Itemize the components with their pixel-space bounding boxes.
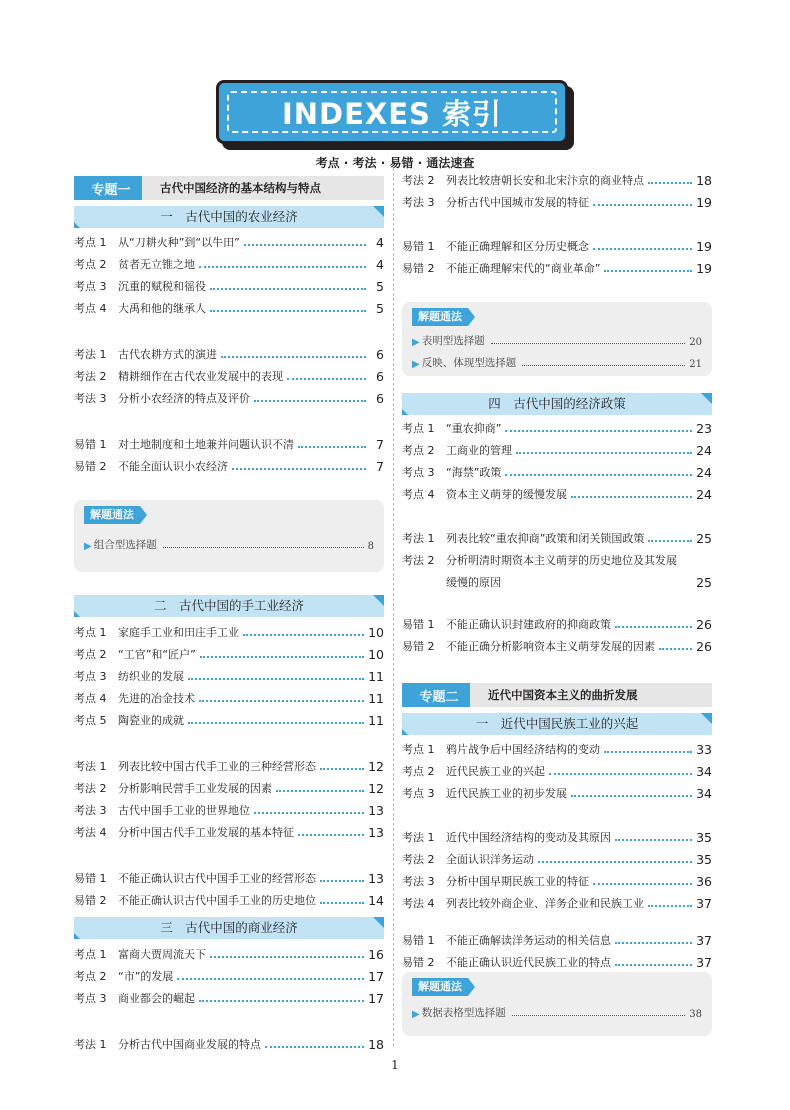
- entry-tag: 考点 4: [74, 692, 107, 705]
- method-item-page: 20: [689, 337, 702, 348]
- dot-leader: [199, 700, 364, 702]
- dot-leader: [199, 266, 366, 268]
- entry-page: 33: [696, 742, 712, 757]
- dot-leader: [320, 880, 364, 882]
- method-box-title: 解题通法: [84, 506, 140, 524]
- section-title: 一 近代中国民族工业的兴起: [402, 713, 712, 735]
- dot-leader: [505, 430, 692, 432]
- entry-tag: 考点 1: [402, 743, 435, 756]
- entry-page: 35: [696, 830, 712, 845]
- triangle-right-icon: ▶: [412, 359, 420, 370]
- column-divider: [393, 168, 394, 1046]
- entry-title: 列表比较唐朝长安和北宋汴京的商业特点: [446, 174, 644, 187]
- entry-page: 24: [696, 465, 712, 480]
- index-entry[interactable]: [74, 642, 384, 662]
- entry-tag: 考法 1: [402, 532, 435, 545]
- method-item-title: 表明型选择题: [421, 335, 485, 347]
- title-banner: [216, 80, 568, 144]
- dot-leader: [265, 1046, 364, 1048]
- entry-title: 不能正确认识古代中国手工业的历史地位: [118, 894, 316, 907]
- entry-page: 24: [696, 487, 712, 502]
- triangle-right-icon: ▶: [84, 541, 92, 552]
- entry-title: 列表比较中国古代手工业的三种经营形态: [118, 760, 316, 773]
- section-title: 四 古代中国的经济政策: [402, 393, 712, 415]
- method-box-title: 解题通法: [412, 308, 468, 326]
- dot-leader: [210, 956, 364, 958]
- dot-leader: [648, 182, 692, 184]
- triangle-right-icon: ▶: [412, 337, 420, 348]
- section-corner-decoration: [701, 713, 712, 724]
- entry-title: “工官”和“匠户”: [118, 648, 196, 661]
- entry-page: 36: [696, 874, 712, 889]
- entry-tag: 考法 2: [402, 554, 435, 567]
- index-entry[interactable]: [74, 342, 384, 362]
- entry-tag: 易错 1: [74, 438, 107, 451]
- entry-title: 大禹和他的继承人: [118, 302, 206, 315]
- entry-tag: 考法 1: [74, 1038, 107, 1051]
- index-entry[interactable]: [402, 950, 712, 970]
- index-entry[interactable]: [402, 168, 712, 188]
- entry-tag: 考法 3: [74, 392, 107, 405]
- chapter-tag: 专题一: [74, 176, 148, 200]
- entry-title: 不能正确分析影响资本主义萌芽发展的因素: [446, 640, 655, 653]
- index-entry[interactable]: [402, 869, 712, 889]
- entry-tag: 考法 2: [402, 853, 435, 866]
- entry-title: “市”的发展: [118, 970, 174, 983]
- entry-page: 34: [696, 786, 712, 801]
- dot-leader: [538, 861, 692, 863]
- entry-page: 13: [368, 825, 384, 840]
- dot-leader: [188, 722, 364, 724]
- entry-page: 16: [368, 947, 384, 962]
- index-entry[interactable]: [74, 942, 384, 962]
- banner-dashed-frame: [227, 91, 557, 133]
- entry-tag: 考点 3: [74, 670, 107, 683]
- chapter-2-header[interactable]: [402, 683, 712, 707]
- dot-leader: [254, 400, 366, 402]
- entry-page: 26: [696, 617, 712, 632]
- index-entry[interactable]: [74, 686, 384, 706]
- index-entry[interactable]: [402, 548, 712, 590]
- entry-page: 19: [696, 261, 712, 276]
- index-entry[interactable]: [74, 964, 384, 984]
- method-item[interactable]: [412, 330, 702, 348]
- entry-title: 分析古代中国城市发展的特征: [446, 196, 589, 209]
- index-entry[interactable]: [74, 798, 384, 818]
- method-box: [74, 500, 384, 572]
- dot-leader: [232, 468, 366, 470]
- section-corner-decoration: [701, 393, 712, 404]
- entry-tag: 考点 4: [74, 302, 107, 315]
- method-item-title: 反映、体现型选择题: [421, 357, 517, 369]
- entry-page: 37: [696, 896, 712, 911]
- dot-leader: [522, 365, 685, 366]
- entry-tag: 易错 2: [402, 262, 435, 275]
- method-box: [402, 302, 712, 376]
- section-corner-decoration: [402, 729, 408, 735]
- dot-leader: [615, 626, 692, 628]
- index-entry[interactable]: [402, 825, 712, 845]
- chapter-tag: 专题二: [402, 683, 476, 707]
- dot-leader: [320, 902, 364, 904]
- entry-title: 分析古代中国商业发展的特点: [118, 1038, 261, 1051]
- entry-title: 不能全面认识小农经济: [118, 460, 228, 473]
- index-entry[interactable]: [402, 438, 712, 458]
- index-entry[interactable]: [402, 234, 712, 254]
- entry-tag: 考点 3: [74, 280, 107, 293]
- entry-tag: 易错 2: [74, 460, 107, 473]
- entry-page: 12: [368, 759, 384, 774]
- index-entry[interactable]: [74, 986, 384, 1006]
- entry-tag: 考点 2: [402, 444, 435, 457]
- entry-title: 从“刀耕火种”到“以牛田”: [118, 236, 240, 249]
- section-title: 二 古代中国的手工业经济: [74, 595, 384, 617]
- entry-title: 古代农耕方式的演进: [118, 348, 217, 361]
- entry-tag: 考点 1: [74, 948, 107, 961]
- entry-page: 11: [368, 691, 384, 706]
- entry-page: 5: [376, 279, 384, 294]
- entry-tag: 易错 2: [402, 956, 435, 969]
- entry-title-continued: 缓慢的原因: [446, 576, 501, 589]
- index-entry[interactable]: [74, 296, 384, 316]
- entry-page: 11: [368, 713, 384, 728]
- section-header[interactable]: [74, 206, 384, 228]
- section-corner-decoration: [373, 917, 384, 928]
- section-corner-decoration: [74, 933, 80, 939]
- dot-leader: [615, 839, 692, 841]
- dot-leader: [604, 270, 692, 272]
- dot-leader: [549, 773, 692, 775]
- dot-leader: [177, 978, 364, 980]
- entry-page: 4: [376, 257, 384, 272]
- subtitle: 考点 · 考法 · 易错 · 通法速查: [315, 156, 475, 170]
- dot-leader: [163, 547, 364, 548]
- index-entry[interactable]: [74, 432, 384, 452]
- entry-page: 4: [376, 235, 384, 250]
- entry-title: 分析影响民营手工业发展的因素: [118, 782, 272, 795]
- entry-tag: 易错 1: [74, 872, 107, 885]
- method-box: [402, 972, 712, 1036]
- index-entry[interactable]: [402, 416, 712, 436]
- dot-leader: [221, 356, 366, 358]
- index-entry[interactable]: [74, 230, 384, 250]
- dot-leader: [615, 964, 692, 966]
- entry-title: 鸦片战争后中国经济结构的变动: [446, 743, 600, 756]
- index-entry[interactable]: [402, 526, 712, 546]
- section-title: 三 古代中国的商业经济: [74, 917, 384, 939]
- index-entry[interactable]: [74, 454, 384, 474]
- section-corner-decoration: [74, 611, 80, 617]
- dot-leader: [320, 768, 364, 770]
- entry-title: “重农抑商”: [446, 422, 502, 435]
- index-entry[interactable]: [74, 1032, 384, 1052]
- entry-title: 近代中国经济结构的变动及其原因: [446, 831, 611, 844]
- dot-leader: [512, 1015, 686, 1016]
- entry-page: 14: [368, 893, 384, 908]
- index-entry[interactable]: [74, 364, 384, 384]
- index-entry[interactable]: [74, 888, 384, 908]
- entry-page: 6: [376, 391, 384, 406]
- entry-page: 25: [696, 531, 712, 546]
- index-entry[interactable]: [402, 190, 712, 210]
- entry-tag: 考点 2: [402, 765, 435, 778]
- index-entry[interactable]: [74, 620, 384, 640]
- entry-title: 全面认识洋务运动: [446, 853, 534, 866]
- entry-title: 精耕细作在古代农业发展中的表现: [118, 370, 283, 383]
- entry-title: 商业都会的崛起: [118, 992, 195, 1005]
- dot-leader: [505, 474, 692, 476]
- entry-page: 34: [696, 764, 712, 779]
- section-corner-decoration: [373, 206, 384, 217]
- entry-tag: 考法 2: [402, 174, 435, 187]
- index-entry[interactable]: [402, 781, 712, 801]
- index-entry[interactable]: [402, 612, 712, 632]
- entry-tag: 易错 1: [402, 934, 435, 947]
- entry-title: 分析中国早期民族工业的特征: [446, 875, 589, 888]
- section-corner-decoration: [402, 409, 408, 415]
- dot-leader: [298, 834, 364, 836]
- dot-leader: [604, 751, 692, 753]
- entry-tag: 考点 1: [74, 236, 107, 249]
- entry-page: 35: [696, 852, 712, 867]
- entry-tag: 易错 2: [74, 894, 107, 907]
- entry-page: 17: [368, 991, 384, 1006]
- index-entry[interactable]: [402, 634, 712, 654]
- dot-leader: [648, 540, 692, 542]
- entry-title: 列表比较外商企业、洋务企业和民族工业: [446, 897, 644, 910]
- entry-tag: 考点 3: [74, 992, 107, 1005]
- entry-page: 5: [376, 301, 384, 316]
- dot-leader: [243, 634, 364, 636]
- entry-title: 不能正确解读洋务运动的相关信息: [446, 934, 611, 947]
- entry-page: 37: [696, 933, 712, 948]
- index-entry[interactable]: [74, 252, 384, 272]
- entry-title: 分析明清时期资本主义萌芽的历史地位及其发展: [446, 554, 677, 567]
- entry-page: 7: [376, 459, 384, 474]
- index-entry[interactable]: [74, 866, 384, 886]
- entry-title: 不能正确理解宋代的“商业革命”: [446, 262, 601, 275]
- index-entry[interactable]: [402, 256, 712, 276]
- entry-tag: 考法 1: [74, 760, 107, 773]
- method-box-title: 解题通法: [412, 978, 468, 996]
- index-entry[interactable]: [74, 274, 384, 294]
- section-header[interactable]: [74, 595, 384, 617]
- entry-title: 资本主义萌芽的缓慢发展: [446, 488, 567, 501]
- entry-title: 不能正确理解和区分历史概念: [446, 240, 589, 253]
- dot-leader: [648, 905, 692, 907]
- entry-tag: 易错 1: [402, 618, 435, 631]
- entry-tag: 考点 1: [74, 626, 107, 639]
- entry-tag: 考点 2: [74, 648, 107, 661]
- entry-title: 列表比较“重农抑商”政策和闭关锁国政策: [446, 532, 645, 545]
- entry-title: 不能正确认识古代中国手工业的经营形态: [118, 872, 316, 885]
- entry-title: 家庭手工业和田庄手工业: [118, 626, 239, 639]
- page-title: INDEXES 索引: [281, 96, 503, 131]
- entry-page: 11: [368, 669, 384, 684]
- entry-title: 贫者无立锥之地: [118, 258, 195, 271]
- index-entry[interactable]: [402, 759, 712, 779]
- method-item-title: 数据表格型选择题: [421, 1007, 506, 1019]
- entry-title: 近代民族工业的兴起: [446, 765, 545, 778]
- dot-leader: [516, 452, 692, 454]
- entry-page: 25: [696, 575, 712, 590]
- dot-leader: [491, 343, 686, 344]
- entry-title: 纺织业的发展: [118, 670, 184, 683]
- entry-title: 近代民族工业的初步发展: [446, 787, 567, 800]
- entry-title: 对土地制度和土地兼并问题认识不清: [118, 438, 294, 451]
- entry-page: 17: [368, 969, 384, 984]
- index-entry[interactable]: [74, 820, 384, 840]
- entry-page: 18: [368, 1037, 384, 1052]
- entry-tag: 考点 5: [74, 714, 107, 727]
- index-entry[interactable]: [74, 386, 384, 406]
- entry-tag: 考点 1: [402, 422, 435, 435]
- entry-page: 26: [696, 639, 712, 654]
- entry-page: 6: [376, 369, 384, 384]
- method-item-page: 21: [689, 359, 702, 370]
- method-item[interactable]: [412, 352, 702, 370]
- section-corner-decoration: [74, 222, 80, 228]
- dot-leader: [593, 883, 692, 885]
- entry-tag: 易错 2: [402, 640, 435, 653]
- dot-leader: [593, 204, 692, 206]
- dot-leader: [199, 1000, 364, 1002]
- dot-leader: [210, 310, 366, 312]
- entry-title: 陶瓷业的成就: [118, 714, 184, 727]
- entry-title: “海禁”政策: [446, 466, 502, 479]
- index-entry[interactable]: [74, 708, 384, 728]
- dot-leader: [659, 648, 692, 650]
- index-entry[interactable]: [402, 482, 712, 502]
- entry-title: 分析小农经济的特点及评价: [118, 392, 250, 405]
- entry-tag: 考法 2: [74, 782, 107, 795]
- method-item[interactable]: [412, 1002, 702, 1020]
- chapter-1-header[interactable]: [74, 176, 384, 200]
- index-entry[interactable]: [74, 776, 384, 796]
- triangle-right-icon: ▶: [412, 1009, 420, 1020]
- entry-title: 沉重的赋税和徭役: [118, 280, 206, 293]
- dot-leader: [615, 942, 692, 944]
- entry-tag: 考点 2: [74, 970, 107, 983]
- entry-page: 10: [368, 647, 384, 662]
- dot-leader: [593, 248, 692, 250]
- entry-tag: 考法 3: [74, 804, 107, 817]
- entry-page: 37: [696, 955, 712, 970]
- entry-title: 先进的冶金技术: [118, 692, 195, 705]
- entry-title: 不能正确认识近代民族工业的特点: [446, 956, 611, 969]
- dot-leader: [571, 496, 692, 498]
- entry-tag: 考点 2: [74, 258, 107, 271]
- entry-page: 19: [696, 239, 712, 254]
- entry-tag: 考法 1: [74, 348, 107, 361]
- index-entry[interactable]: [402, 847, 712, 867]
- dot-leader: [298, 446, 366, 448]
- section-header[interactable]: [402, 393, 712, 415]
- section-header[interactable]: [402, 713, 712, 735]
- entry-page: 19: [696, 195, 712, 210]
- method-item-title: 组合型选择题: [93, 539, 157, 551]
- entry-tag: 考点 3: [402, 787, 435, 800]
- index-entry[interactable]: [402, 891, 712, 911]
- entry-title: 工商业的管理: [446, 444, 512, 457]
- entry-tag: 考法 1: [402, 831, 435, 844]
- entry-page: 13: [368, 871, 384, 886]
- dot-leader: [210, 288, 366, 290]
- entry-tag: 考法 2: [74, 370, 107, 383]
- index-entry[interactable]: [402, 737, 712, 757]
- dot-leader: [244, 244, 366, 246]
- index-entry[interactable]: [74, 754, 384, 774]
- chapter-title: 古代中国经济的基本结构与特点: [142, 176, 384, 200]
- entry-page: 23: [696, 421, 712, 436]
- index-entry[interactable]: [402, 460, 712, 480]
- entry-title: 不能正确认识封建政府的抑商政策: [446, 618, 611, 631]
- dot-leader: [276, 790, 364, 792]
- entry-tag: 考法 3: [402, 196, 435, 209]
- entry-page: 6: [376, 347, 384, 362]
- entry-tag: 考法 3: [402, 875, 435, 888]
- entry-title: 分析中国古代手工业发展的基本特征: [118, 826, 294, 839]
- method-item[interactable]: [84, 534, 374, 552]
- entry-page: 7: [376, 437, 384, 452]
- entry-page: 24: [696, 443, 712, 458]
- entry-title: 古代中国手工业的世界地位: [118, 804, 250, 817]
- dot-leader: [254, 812, 364, 814]
- dot-leader: [188, 678, 364, 680]
- dot-leader: [287, 378, 366, 380]
- spacer: [505, 584, 692, 586]
- method-item-page: 8: [367, 541, 374, 552]
- entry-page: 10: [368, 625, 384, 640]
- section-header[interactable]: [74, 917, 384, 939]
- index-entry[interactable]: [74, 664, 384, 684]
- entry-tag: 易错 1: [402, 240, 435, 253]
- entry-tag: 考点 4: [402, 488, 435, 501]
- entry-tag: 考法 4: [74, 826, 107, 839]
- method-item-page: 38: [689, 1009, 702, 1020]
- section-corner-decoration: [373, 595, 384, 606]
- entry-page: 13: [368, 803, 384, 818]
- entry-page: 12: [368, 781, 384, 796]
- chapter-title: 近代中国资本主义的曲折发展: [470, 683, 712, 707]
- entry-page: 18: [696, 173, 712, 188]
- entry-tag: 考点 3: [402, 466, 435, 479]
- entry-tag: 考法 4: [402, 897, 435, 910]
- index-entry[interactable]: [402, 928, 712, 948]
- section-title: 一 古代中国的农业经济: [74, 206, 384, 228]
- entry-title: 富商大贾周流天下: [118, 948, 206, 961]
- page-number: 1: [391, 1058, 399, 1072]
- dot-leader: [571, 795, 692, 797]
- dot-leader: [200, 656, 364, 658]
